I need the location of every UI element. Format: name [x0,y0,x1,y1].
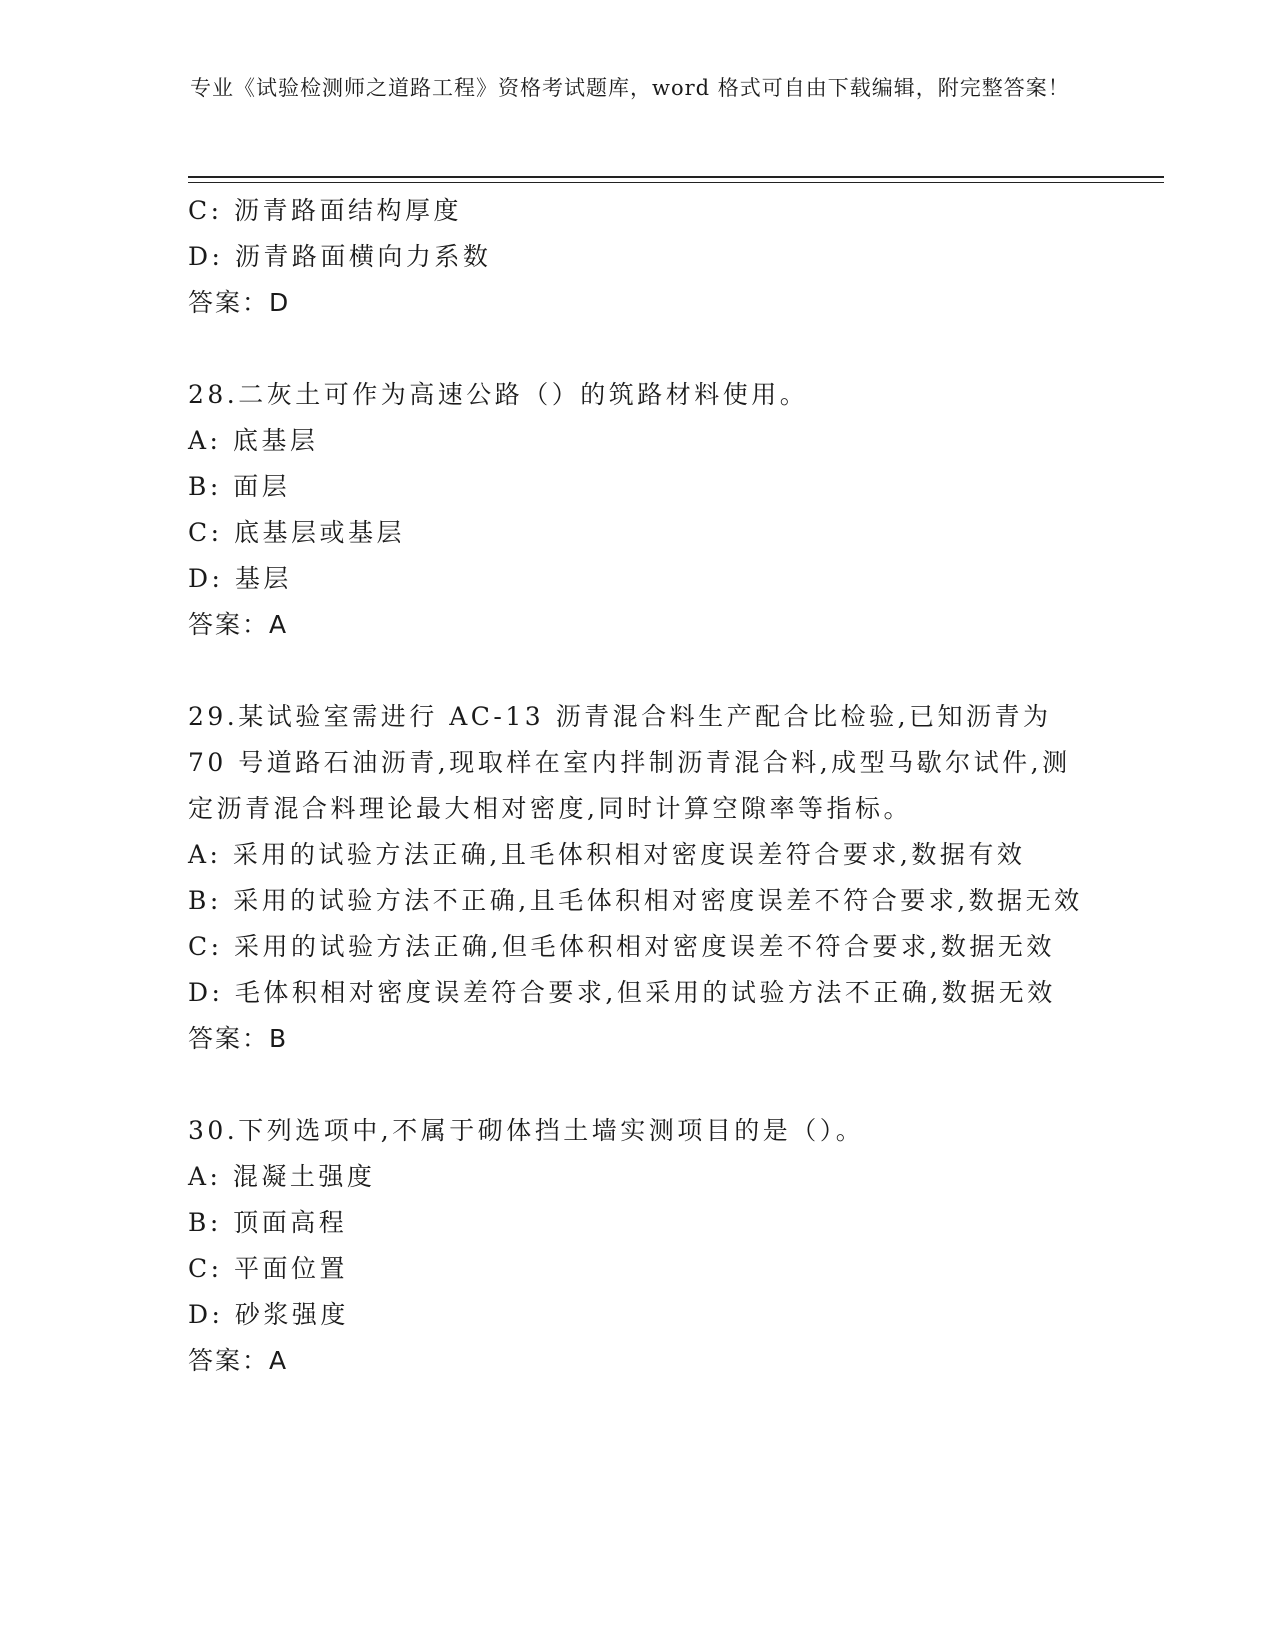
question-stem: 30.下列选项中,不属于砌体挡土墙实测项目的是（）。 [188,1116,865,1145]
answer: 答案：D [188,288,291,317]
question-stem: 28.二灰土可作为高速公路（）的筑路材料使用。 [188,380,809,409]
option-d: D: 砂浆强度 [188,1300,349,1329]
option-d: D: 毛体积相对密度误差符合要求,但采用的试验方法不正确,数据无效 [188,978,1056,1007]
option-b: B: 面层 [188,472,291,501]
page-header: 专业《试验检测师之道路工程》资格考试题库，word 格式可自由下载编辑，附完整答案！ [190,76,1070,100]
option-d: D: 基层 [188,564,292,593]
question-stem: 29.某试验室需进行 AC-13 沥青混合料生产配合比检验,已知沥青为 70 号道路石油沥青,现取样在室内拌制沥青混合料,成型马歇尔试件,测定沥青混合料理论最大相对密度,同时计算空隙率等指标。 [188,702,1071,823]
option-d: D: 沥青路面横向力系数 [188,242,492,271]
option-a: A: 混凝土强度 [188,1162,376,1191]
header-rule-thin [188,182,1164,183]
header-rule-thick [188,176,1164,178]
spacer [188,648,1088,694]
option-c: C: 沥青路面结构厚度 [188,196,462,225]
answer: 答案：B [188,1024,289,1053]
question-content [188,188,1088,1384]
option-c: C: 采用的试验方法正确,但毛体积相对密度误差不符合要求,数据无效 [188,932,1055,961]
option-a: A: 采用的试验方法正确,且毛体积相对密度误差符合要求,数据有效 [188,840,1026,869]
option-c: C: 平面位置 [188,1254,348,1283]
answer: 答案：A [188,1346,289,1375]
question-30 [188,1108,1088,1384]
spacer [188,1062,1088,1108]
option-a: A: 底基层 [188,426,319,455]
option-b: B: 顶面高程 [188,1208,348,1237]
partial-question [188,188,1088,326]
question-29 [188,694,1088,1062]
spacer [188,326,1088,372]
question-28 [188,372,1088,648]
option-b: B: 采用的试验方法不正确,且毛体积相对密度误差不符合要求,数据无效 [188,886,1083,915]
option-c: C: 底基层或基层 [188,518,405,547]
answer: 答案：A [188,610,289,639]
